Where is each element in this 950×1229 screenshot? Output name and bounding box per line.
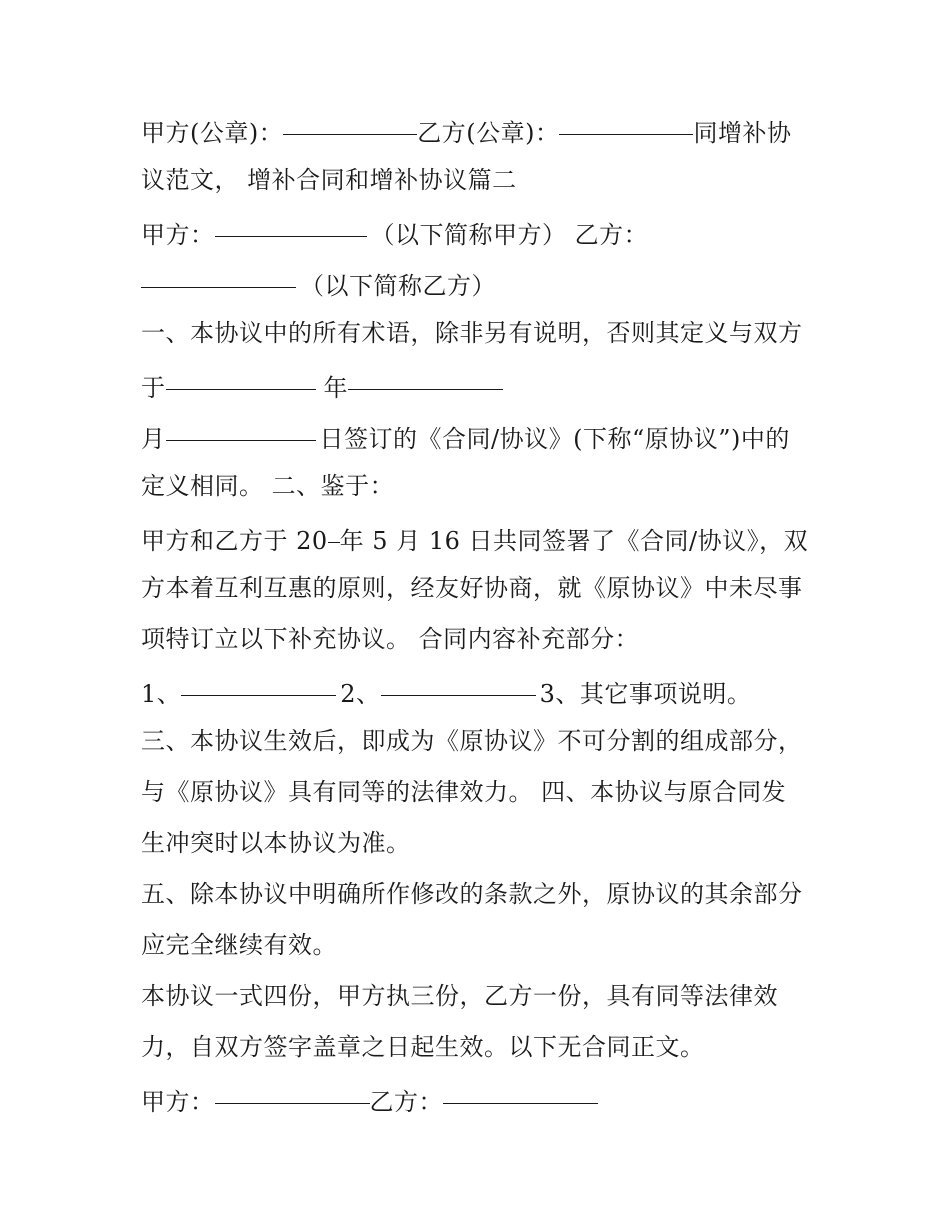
line-15 bbox=[141, 818, 821, 869]
date-day-blank bbox=[166, 410, 316, 441]
line-7 bbox=[141, 410, 821, 461]
signature-party-b-blank bbox=[443, 1073, 598, 1104]
party-b-seal-blank bbox=[559, 104, 693, 135]
supplement-intro: 项特订立以下补充协议。 合同内容补充部分： bbox=[141, 625, 640, 653]
party-b-seal-label: 乙方(公章)： bbox=[417, 119, 560, 147]
clause-5-text: 五、除本协议中明确所作修改的条款之外，原协议的其余部分 bbox=[141, 880, 803, 908]
item-3-text: 3、其它事项说明。 bbox=[539, 680, 752, 708]
date-month-blank bbox=[348, 359, 503, 390]
line-9 bbox=[141, 512, 821, 563]
line-12 bbox=[141, 665, 821, 716]
line-8 bbox=[141, 461, 821, 512]
party-a-label: 甲方： bbox=[141, 221, 215, 249]
title-fragment: 同增补协 bbox=[693, 119, 792, 147]
year-label: 年 bbox=[323, 374, 348, 402]
clause-4-end: 生冲突时以本协议为准。 bbox=[141, 829, 411, 857]
line-3 bbox=[141, 206, 821, 257]
item-1-label: 1、 bbox=[141, 680, 182, 708]
line-14 bbox=[141, 767, 821, 818]
signature-party-b-label: 乙方： bbox=[369, 1088, 443, 1116]
clause-1-continued: 日签订的《合同/协议》(下称“原协议”)中的 bbox=[319, 425, 790, 453]
line-2 bbox=[141, 155, 821, 206]
line-11 bbox=[141, 614, 821, 665]
recital-start: 甲方和乙方于 20 bbox=[141, 527, 328, 555]
section-title: 议范文， 增补合同和增补协议篇二 bbox=[141, 166, 517, 194]
item-1-blank bbox=[181, 665, 336, 696]
item-2-label: 2、 bbox=[340, 680, 381, 708]
clause-1-text: 一、本协议中的所有术语，除非另有说明，否则其定义与双方 bbox=[141, 319, 803, 347]
line-19 bbox=[141, 1022, 821, 1073]
line-1 bbox=[141, 104, 821, 155]
clause-5-end: 应完全继续有效。 bbox=[141, 931, 337, 959]
line-16 bbox=[141, 869, 821, 920]
line-18 bbox=[141, 971, 821, 1022]
party-a-seal-blank bbox=[283, 104, 417, 135]
clause-1-end-and-clause-2: 定义相同。 二、鉴于： bbox=[141, 472, 395, 500]
copies-text: 本协议一式四份，甲方执三份，乙方一份，具有同等法律效 bbox=[141, 982, 778, 1010]
clause-3-and-4-text: 与《原协议》具有同等的法律效力。 四、本协议与原合同发 bbox=[141, 778, 787, 806]
clause-3-text: 三、本协议生效后，即成为《原协议》不可分割的组成部分， bbox=[141, 727, 803, 755]
line-5 bbox=[141, 308, 821, 359]
line-13 bbox=[141, 716, 821, 767]
party-a-seal-label: 甲方(公章)： bbox=[141, 119, 284, 147]
line-10 bbox=[141, 563, 821, 614]
document-body bbox=[141, 104, 821, 1124]
month-label: 月 bbox=[141, 425, 166, 453]
party-a-name-blank bbox=[215, 206, 367, 237]
clause-1-prefix: 于 bbox=[141, 374, 166, 402]
recital-text: 方本着互利互惠的原则，经友好协商，就《原协议》中未尽事 bbox=[141, 574, 803, 602]
effective-text: 力，自双方签字盖章之日起生效。以下无合同正文。 bbox=[141, 1033, 705, 1061]
item-2-blank bbox=[381, 665, 536, 696]
signature-party-a-blank bbox=[215, 1073, 370, 1104]
party-b-name-blank bbox=[141, 257, 296, 288]
line-6 bbox=[141, 359, 821, 410]
year-digit-blank bbox=[328, 512, 340, 543]
line-20 bbox=[141, 1073, 821, 1124]
line-17 bbox=[141, 920, 821, 971]
signature-party-a-label: 甲方： bbox=[141, 1088, 215, 1116]
party-b-abbr-text: （以下简称乙方） bbox=[300, 272, 496, 300]
party-a-abbr-text: （以下简称甲方） 乙方： bbox=[370, 221, 649, 249]
line-4 bbox=[141, 257, 821, 308]
date-year-blank bbox=[166, 359, 316, 390]
recital-continued: 年 5 月 16 日共同签署了《合同/协议》，双 bbox=[339, 527, 809, 555]
